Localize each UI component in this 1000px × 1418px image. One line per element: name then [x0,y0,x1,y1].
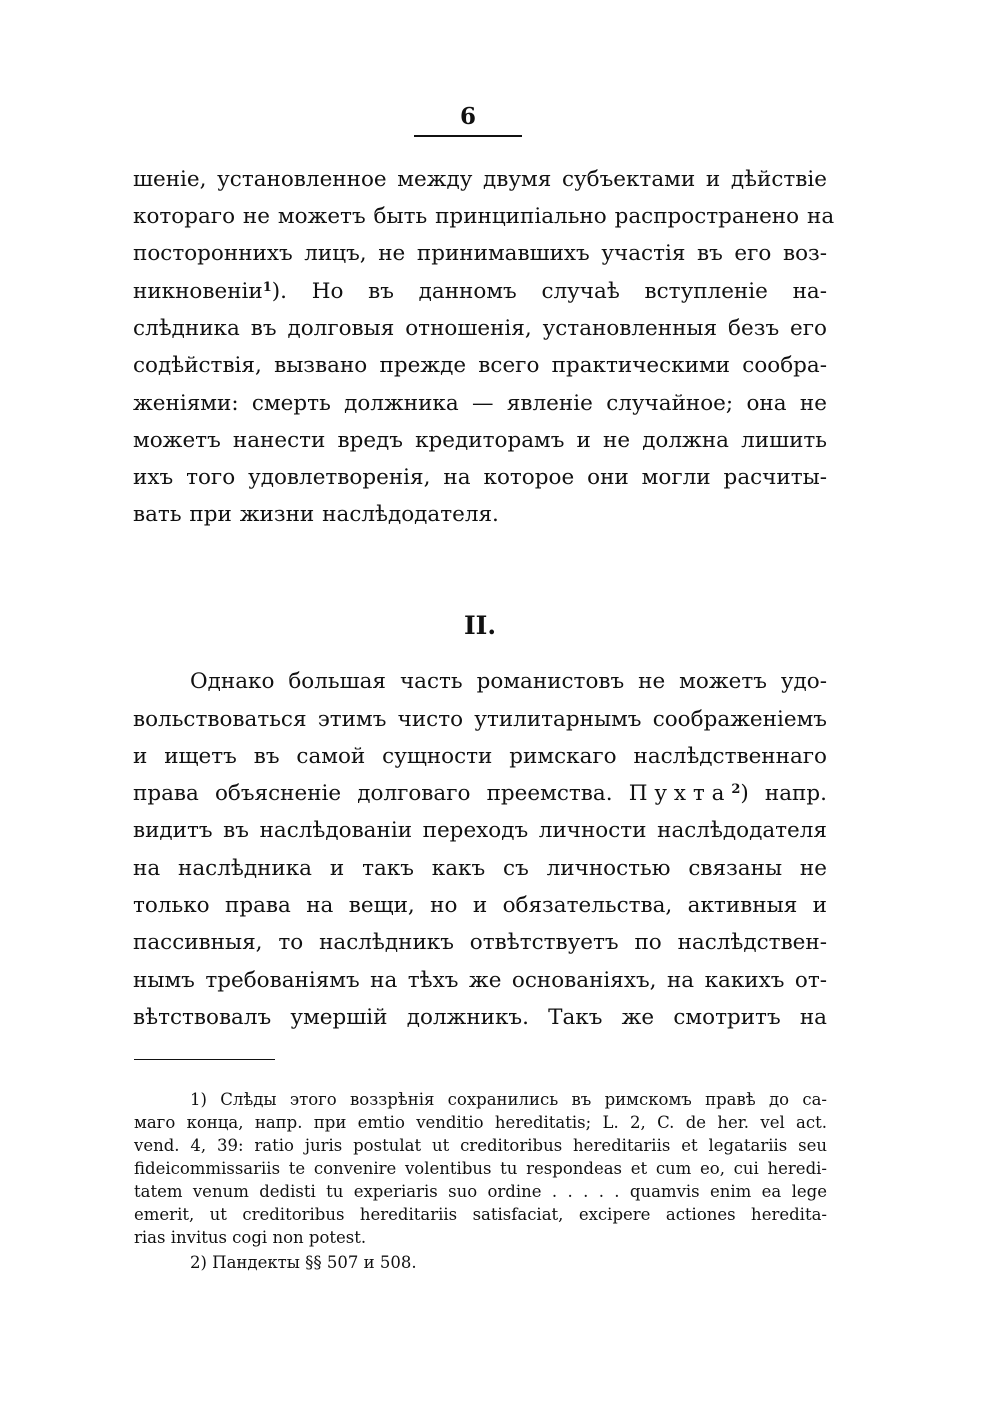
text-fragment: напр. [764,781,827,806]
text-line: женіями: смерть должника — явленіе случайное; она не [133,391,827,416]
footnote-line: rias invitus cogi non potest. [134,1228,367,1247]
text-line [133,273,827,310]
text-line: на наслѣдника и такъ какъ съ личностью связаны не [133,856,827,881]
text-line: права объясненіе долговаго преемства. Пухта$^2$) напр. [133,781,827,806]
text-fragment: права объясненіе долговаго преемства. [133,781,613,806]
footnote-separator [134,1059,275,1060]
author-name: Пухта [628,781,732,806]
text-line: Однако большая часть романистовъ не можетъ удо- [190,669,827,694]
footnote-line: vend. 4, 39: ratio juris postulat ut creditoribus hereditariis et legatariis seu [134,1136,827,1155]
footnote-ref-2[interactable]: 2 [731,782,741,797]
text-line: вѣтствовалъ умершій должникъ. Такъ же смотритъ на [133,1005,827,1030]
footnote-line: fideicommissariis te convenire volentibus tu respondeas et cum eo, cui heredi- [134,1159,827,1178]
footnote-line: emerit, ut creditoribus hereditariis satisfaciat, excipere actiones heredita- [134,1205,827,1224]
text-line: постороннихъ лицъ, не принимавшихъ участія въ его воз- [133,241,827,266]
text-line: шеніе, установленное между двумя субъектами и дѣйствіе [133,167,827,192]
text-line: и ищетъ въ самой сущности римскаго наслѣдственнаго [133,744,827,769]
footnote-line: 2) Пандекты §§ 507 и 508. [190,1253,417,1272]
text-line: вольствоваться этимъ чисто утилитарнымъ соображеніемъ [133,707,827,732]
page-number: 6 [459,103,476,130]
page-number-rule [414,135,522,137]
footnote-line: tatem venum dedisti tu experiaris suo ordine . . . . . quamvis enim ea lege [134,1182,827,1201]
section-heading: II. [463,611,497,640]
text-fragment: ). Но въ данномъ случаѣ вступленіе на- [271,279,827,304]
text-line: вать при жизни наслѣдодателя. [133,502,499,527]
footnote-line: маго конца, напр. при emtio venditio hereditatis; L. 2, C. de her. vel act. [134,1113,827,1132]
text-line: содѣйствія, вызвано прежде всего практическими сообра- [133,353,827,378]
text-line: котораго не можетъ быть принципіально распространено на [133,204,835,229]
footnote-line: 1) Слѣды этого воззрѣнія сохранились въ римскомъ правѣ до са- [190,1090,827,1109]
text-line: видитъ въ наслѣдованіи переходъ личности наслѣдодателя [133,818,827,843]
text-line: слѣдника въ долговыя отношенія, установленныя безъ его [133,316,827,341]
footnote-ref-1[interactable]: 1 [262,280,272,295]
text-line: можетъ нанести вредъ кредиторамъ и не должна лишить [133,428,827,453]
text-line: ихъ того удовлетворенія, на которое они могли расчиты- [133,465,827,490]
text-line: нымъ требованіямъ на тѣхъ же основаніяхъ, на какихъ от- [133,968,827,993]
text-line: только права на вещи, но и обязательства, активныя и [133,893,827,918]
text-fragment: никновеніи [133,279,263,304]
text-line: пассивныя, то наслѣдникъ отвѣтствуетъ по наслѣдствен- [133,930,827,955]
